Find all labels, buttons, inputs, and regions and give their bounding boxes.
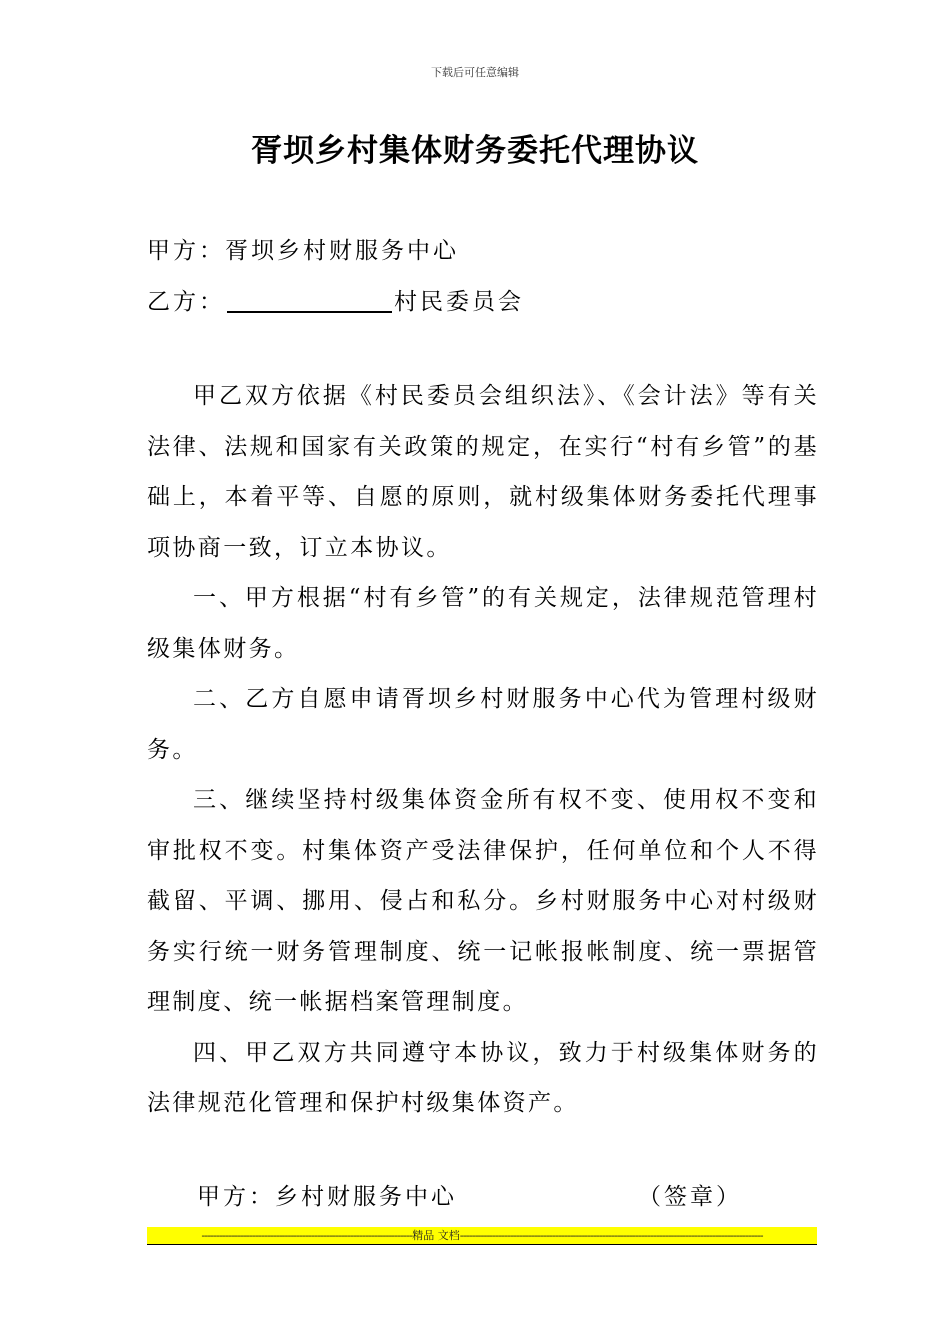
- paragraph-clause-4: 四、甲乙双方共同遵守本协议，致力于村级集体财务的法律规范化管理和保护村级集体资产。: [147, 1039, 819, 1116]
- agreement-body: [147, 371, 819, 1129]
- footer-dashes-right: ------------------------------------------------------------------------------------------------------: [459, 1229, 763, 1242]
- party-b-blank: [227, 287, 392, 313]
- paragraph-clause-2: 二、乙方自愿申请胥坝乡村财服务中心代为管理村级财务。: [147, 686, 819, 763]
- footer-label: 精品 文档: [412, 1229, 460, 1242]
- header-note: 下载后可任意编辑: [431, 66, 519, 79]
- paragraph-intro: 甲乙双方依据《村民委员会组织法》、《会计法》等有关法律、法规和国家有关政策的规定，在实行“村有乡管”的基础上，本着平等、自愿的原则，就村级集体财务委托代理事项协商一致，订立本协议。: [147, 383, 819, 561]
- paragraph-clause-1: 一、甲方根据“村有乡管”的有关规定，法律规范管理村级集体财务。: [147, 585, 819, 662]
- paragraph-clause-3: 三、继续坚持村级集体资金所有权不变、使用权不变和审批权不变。村集体资产受法律保护，任何单位和个人不得截留、平调、挪用、侵占和私分。乡村财服务中心对村级财务实行统一财务管理制度、统一记帐报帐制度、统一票据管理制度、统一帐据档案管理制度。: [147, 787, 819, 1015]
- seal-label: （签章）: [638, 1184, 742, 1210]
- footer-bar: [147, 1227, 817, 1245]
- signature-party-a: 甲方：乡村财服务中心: [197, 1184, 457, 1210]
- footer-dashes-left: -----------------------------------------------------------------------: [201, 1229, 413, 1242]
- party-b-suffix: 村民委员会: [394, 289, 524, 315]
- document-title: 胥坝乡村集体财务委托代理协议: [251, 133, 699, 169]
- party-b-line: [147, 283, 524, 316]
- party-a-line: 甲方：胥坝乡村财服务中心: [147, 238, 459, 264]
- party-b-prefix: 乙方：: [147, 289, 225, 315]
